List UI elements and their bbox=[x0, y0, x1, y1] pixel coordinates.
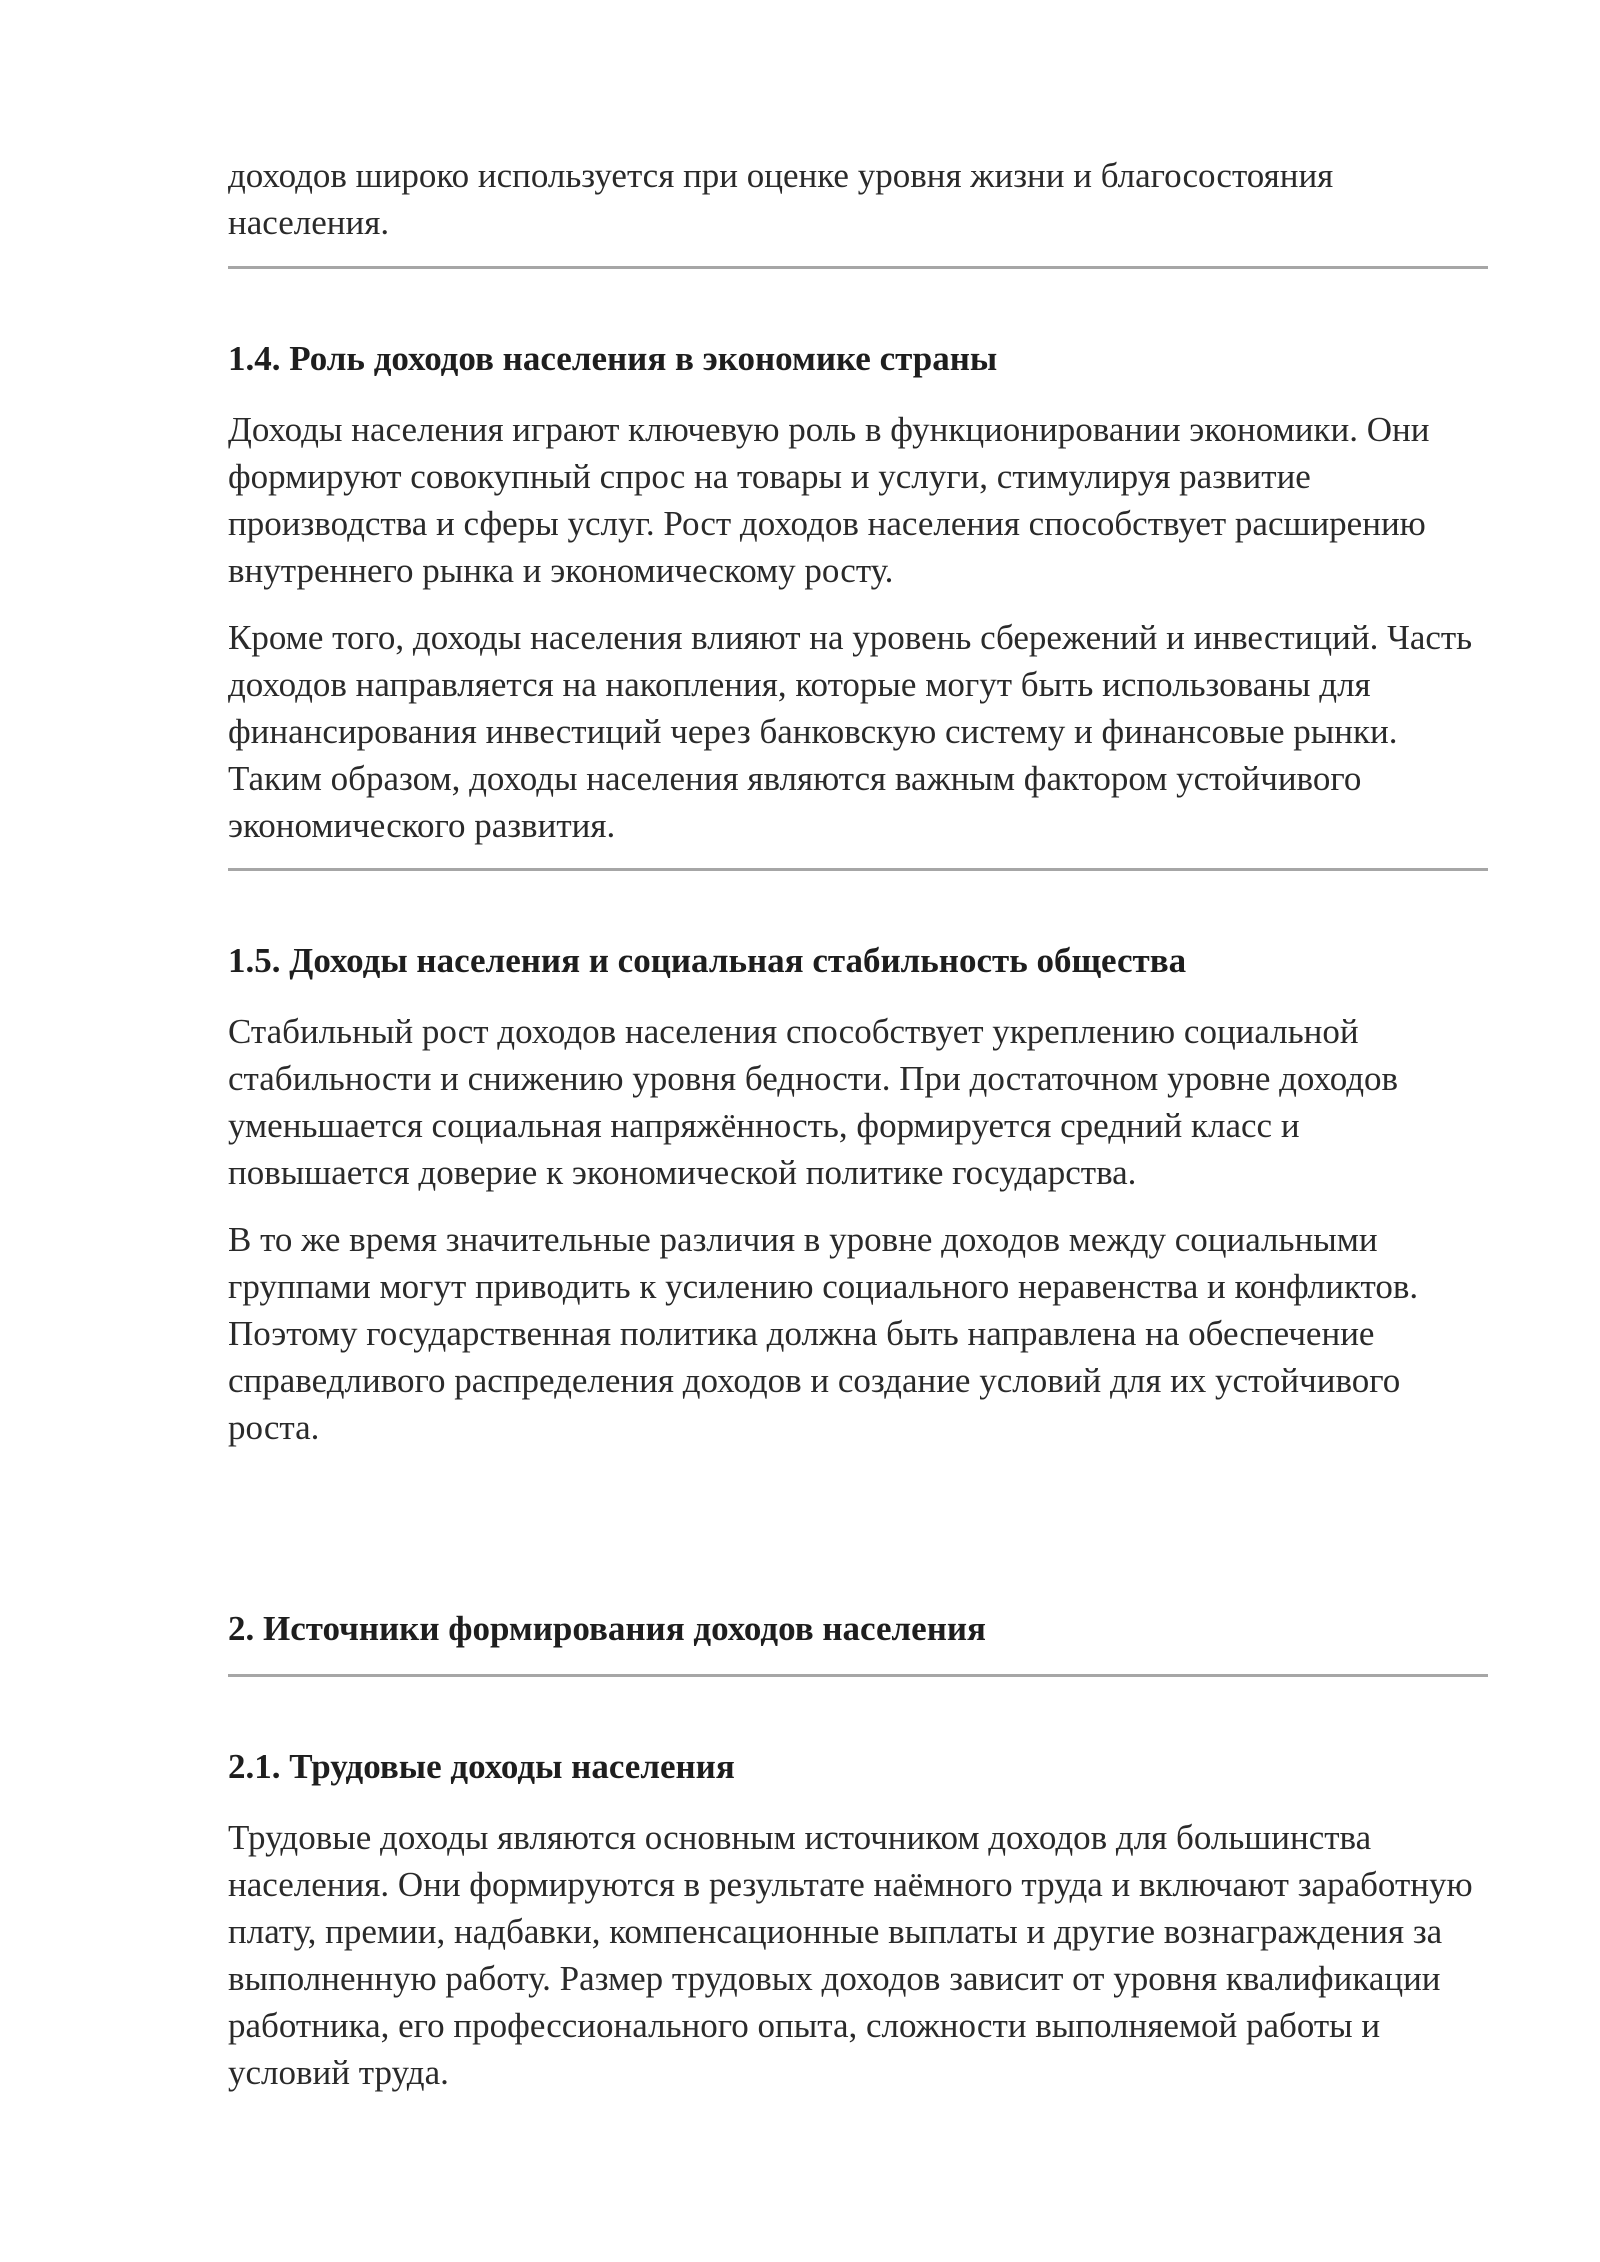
section-2-1-paragraph-1: Трудовые доходы являются основным источником доходов для большинства населения. Они формируются в результате наёмного труда и включают заработную плату, премии, надбавки, компенсационные выплаты и другие вознаграждения за выполненную работу. Размер трудовых доходов зависит от уровня квалификации работника, его профессионального опыта, сложности выполняемой работы и условий труда. bbox=[228, 1818, 1473, 2092]
section-1-5 bbox=[228, 937, 1488, 984]
section-1-5-paragraph-2-block bbox=[228, 1216, 1488, 1451]
section-heading-1-4: 1.4. Роль доходов населения в экономике страны bbox=[228, 339, 998, 378]
intro-paragraph: доходов широко используется при оценке уровня жизни и благосостояния населения. bbox=[228, 156, 1334, 242]
section-heading-2-1: 2.1. Трудовые доходы населения bbox=[228, 1747, 735, 1786]
horizontal-rule bbox=[228, 1674, 1488, 1677]
divider-2 bbox=[228, 868, 1488, 871]
horizontal-rule bbox=[228, 868, 1488, 871]
chapter-2 bbox=[228, 1605, 1488, 1652]
section-1-4-paragraph-1-block bbox=[228, 406, 1488, 594]
intro-paragraph-block bbox=[228, 152, 1488, 246]
section-1-5-paragraph-1-block bbox=[228, 1008, 1488, 1196]
section-1-4-paragraph-1: Доходы населения играют ключевую роль в функционировании экономики. Они формируют совокупный спрос на товары и услуги, стимулируя развитие производства и сферы услуг. Рост доходов населения способствует расширению внутреннего рынка и экономическому росту. bbox=[228, 410, 1430, 590]
section-heading-1-5: 1.5. Доходы населения и социальная стабильность общества bbox=[228, 941, 1187, 980]
section-1-4-paragraph-2-block bbox=[228, 614, 1488, 849]
horizontal-rule bbox=[228, 266, 1488, 269]
section-1-4 bbox=[228, 335, 1488, 382]
section-2-1 bbox=[228, 1743, 1488, 1790]
divider-3 bbox=[228, 1674, 1488, 1677]
section-1-5-paragraph-2: В то же время значительные различия в уровне доходов между социальными группами могут приводить к усилению социального неравенства и конфликтов. Поэтому государственная политика должна быть направлена на обеспечение справедливого распределения доходов и создание условий для их устойчивого роста. bbox=[228, 1220, 1419, 1447]
chapter-heading-2: 2. Источники формирования доходов населения bbox=[228, 1609, 986, 1648]
section-1-5-paragraph-1: Стабильный рост доходов населения способствует укреплению социальной стабильности и снижению уровня бедности. При достаточном уровне доходов уменьшается социальная напряжённость, формируется средний класс и повышается доверие к экономической политике государства. bbox=[228, 1012, 1399, 1192]
section-1-4-paragraph-2: Кроме того, доходы населения влияют на уровень сбережений и инвестиций. Часть доходов направляется на накопления, которые могут быть использованы для финансирования инвестиций через банковскую систему и финансовые рынки. Таким образом, доходы населения являются важным фактором устойчивого экономического развития. bbox=[228, 618, 1473, 845]
section-2-1-paragraph-1-block bbox=[228, 1814, 1488, 2096]
divider-1 bbox=[228, 266, 1488, 269]
